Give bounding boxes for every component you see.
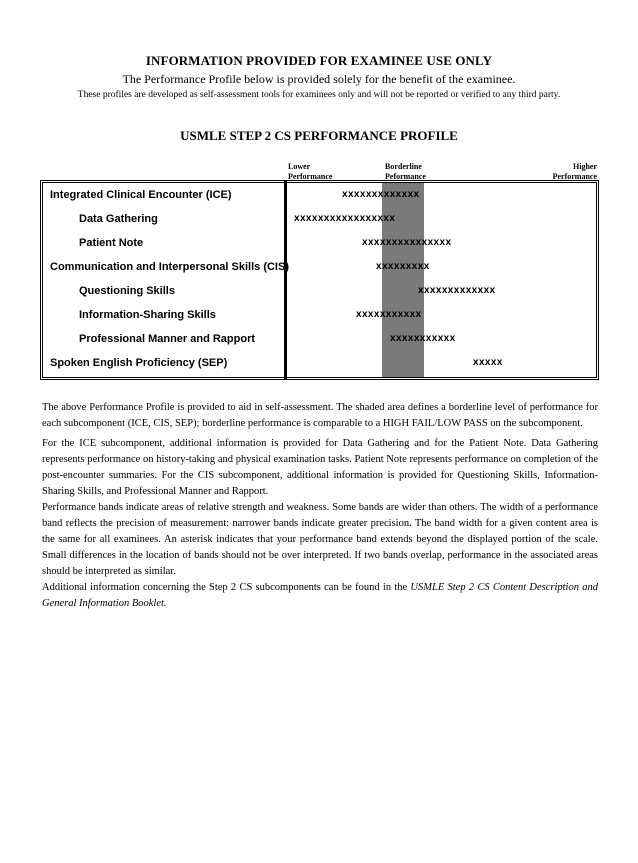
band-patient-note: xxxxxxxxxxxxxxx [362,237,452,248]
band-questioning-skills: xxxxxxxxxxxxx [418,285,496,296]
row-label-ice: Integrated Clinical Encounter (ICE) [50,189,232,201]
row-label-data-gathering: Data Gathering [79,213,158,225]
row-label-questioning-skills: Questioning Skills [79,285,175,297]
profile-title: USMLE STEP 2 CS PERFORMANCE PROFILE [180,128,458,143]
paragraph-performance-bands: Performance bands indicate areas of relative strength and weakness. Some bands are wider than others. The width of a performance band reflects the precision of measurement: narrower bands indicate greater precision. The band width for a given content area is the same for all examinees. An asterisk indicates that your performance band extends beyond the displayed portion of the scale. Small differences in the location of bands should not be over interpreted. If two bands overlap, performance in the associated areas should be interpreted as similar. [42,502,598,577]
table-column-divider [284,180,287,380]
examinee-use-heading: INFORMATION PROVIDED FOR EXAMINEE USE ONLY [145,53,493,68]
profile-benefit-note: The Performance Profile below is provided solely for the benefit of the examinee. [122,72,516,86]
paragraph-subcomponents: For the ICE subcomponent, additional information is provided for Data Gathering and for the Patient Note. Data Gathering represents performance on history-taking and physical examination tasks. Patient Note represents performance on completion of the post-encounter summaries. For the CIS subcomponent, additional information is provided for Questioning Skills, Information-Sharing Skills, and Professional Manner and Rapport. [42,438,598,497]
scale-label-higher: Higher Performance [552,162,597,181]
band-data-gathering: xxxxxxxxxxxxxxxxx [294,213,396,224]
scale-label-lower: Lower Performance [288,162,333,181]
scale-label-borderline: Borderline Peformance [385,162,426,181]
self-assessment-disclaimer: These profiles are developed as self-assessment tools for examinees only and will not be reported or verified to any third party. [77,90,561,100]
booklet-title: USMLE Step 2 CS Content Description and General Information Booklet. [42,582,598,609]
row-label-professional-manner: Professional Manner and Rapport [79,333,256,345]
paragraph-profile-explanation: The above Performance Profile is provided to aid in self-assessment. The shaded area defines a borderline level of performance for each subcomponent (ICE, CIS, SEP); borderline performance is comparable to a HIGH FAIL/LOW PASS on the subcomponent. [42,402,598,429]
row-label-patient-note: Patient Note [79,237,144,249]
paragraph-additional-info: Additional information concerning the Step 2 CS subcomponents can be found in the USMLE Step 2 CS Content Description and General Information Booklet. [42,582,598,609]
performance-profile-table [40,180,599,380]
row-label-cis: Communication and Interpersonal Skills (CIS) [50,261,289,273]
band-sep: xxxxx [473,357,503,368]
row-label-information-sharing: Information-Sharing Skills [79,309,216,321]
band-information-sharing: xxxxxxxxxxx [356,309,422,320]
band-cis: xxxxxxxxx [376,261,430,272]
band-professional-manner: xxxxxxxxxxx [390,333,456,344]
band-ice: xxxxxxxxxxxxx [342,189,420,200]
row-label-sep: Spoken English Proficiency (SEP) [50,357,228,369]
